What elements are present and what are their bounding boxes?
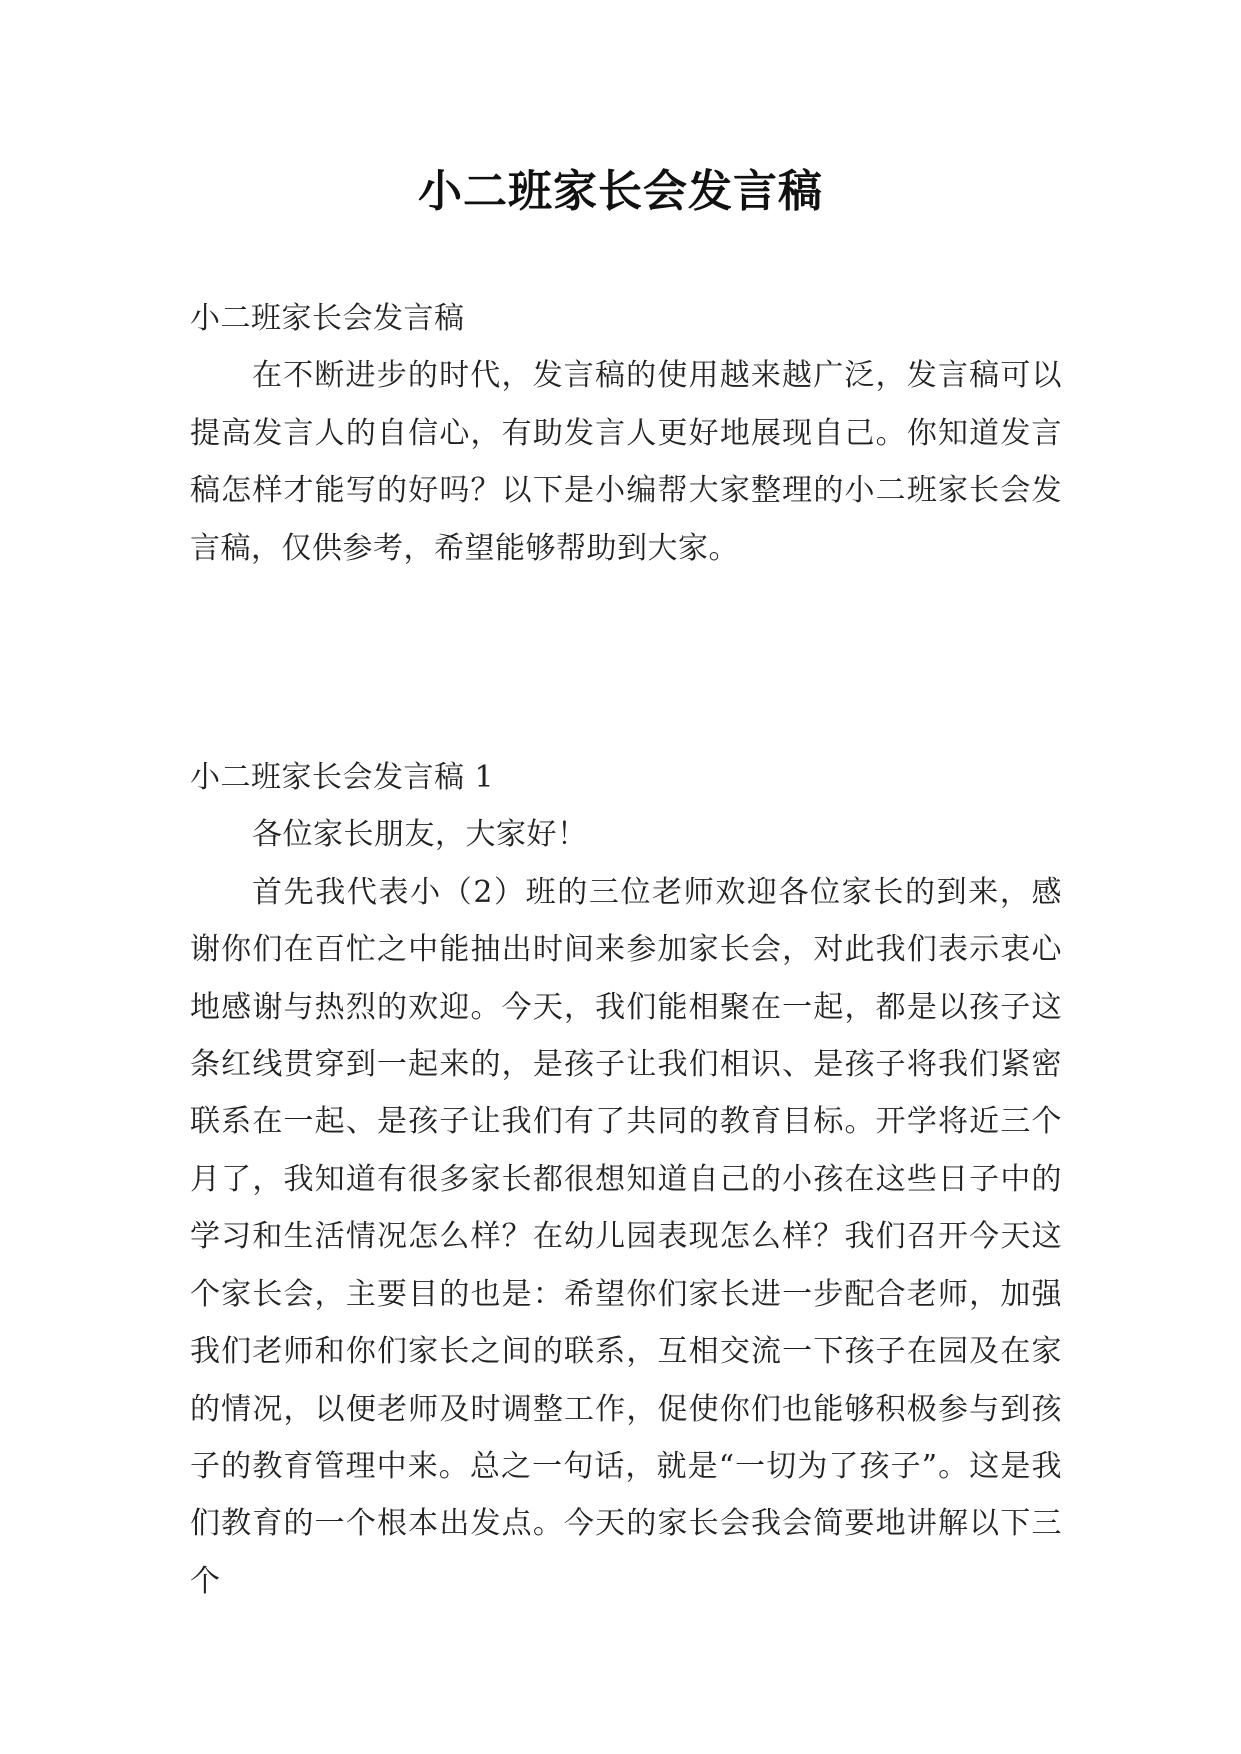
intro-heading: 小二班家长会发言稿: [190, 301, 465, 336]
document-title: 小二班家长会发言稿: [418, 166, 823, 217]
section1-paragraph: 首先我代表小（2）班的三位老师欢迎各位家长的到来，感谢你们在百忙之中能抽出时间来参加家长会，对此我们表示衷心地感谢与热烈的欢迎。今天，我们能相聚在一起，都是以孩子这条红线贯穿到一起来的，是孩子让我们相识、是孩子将我们紧密联系在一起、是孩子让我们有了共同的教育目标。开学将近三个月了，我知道有很多家长都很想知道自己的小孩在这些日子中的学习和生活情况怎么样？在幼儿园表现怎么样？我们召开今天这个家长会，主要目的也是：希望你们家长进一步配合老师，加强我们老师和你们家长之间的联系，互相交流一下孩子在园及在家的情况，以便老师及时调整工作，促使你们也能够积极参与到孩子的教育管理中来。总之一句话，就是“一切为了孩子”。这是我们教育的一个根本出发点。今天的家长会我会简要地讲解以下三个: [190, 874, 1062, 1599]
intro-paragraph: 在不断进步的时代，发言稿的使用越来越广泛，发言稿可以提高发言人的自信心，有助发言人更好地展现自己。你知道发言稿怎样才能写的好吗？以下是小编帮大家整理的小二班家长会发言稿，仅供参考，希望能够帮助到大家。: [190, 358, 1062, 566]
section1-heading: 小二班家长会发言稿 1: [190, 760, 495, 796]
document-body: [190, 290, 1062, 1610]
section-spacer: [190, 577, 1062, 749]
section1-greeting: 各位家长朋友，大家好！: [252, 817, 588, 853]
